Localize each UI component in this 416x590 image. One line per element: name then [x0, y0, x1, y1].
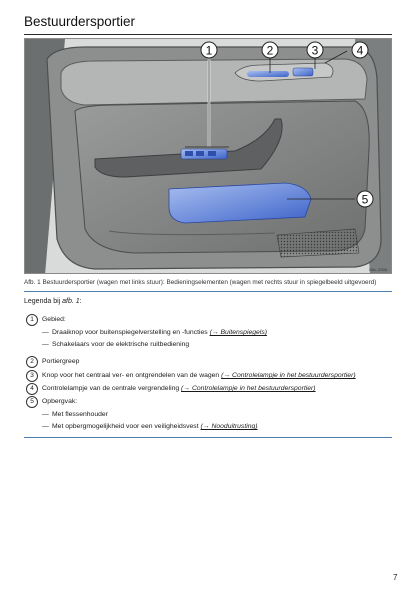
- legend-ref: afb. 1: [62, 298, 80, 305]
- item-number-badge: 5: [26, 396, 38, 408]
- legend-subitem: — Schakelaars voor de elektrische ruitbediening: [42, 341, 190, 348]
- legend-prefix: Legenda bij: [24, 298, 61, 305]
- subitem-text: Met opbergmogelijkheid voor een veiligheidsvest: [52, 423, 199, 430]
- item-text: Gebied:: [42, 316, 66, 323]
- callout-4: [352, 42, 368, 58]
- item-number-badge: 2: [26, 356, 38, 368]
- section-divider: [24, 437, 392, 438]
- cross-reference-link[interactable]: (→ Nooduitrusting): [200, 423, 258, 430]
- legend-item-1: [26, 314, 396, 328]
- svg-text:2: 2: [266, 43, 274, 58]
- figure-reference-code: BAL-2006: [369, 267, 387, 272]
- item-text: Knop voor het centraal ver- en ontgrendelen van de wagen: [42, 372, 220, 379]
- door-figure: [24, 38, 392, 274]
- item-text: Opbergvak:: [42, 398, 78, 405]
- legend-item-3: [26, 370, 396, 383]
- item-number-badge: 1: [26, 314, 38, 326]
- legend-suffix: :: [79, 298, 82, 305]
- svg-text:5: 5: [361, 192, 369, 207]
- caption-divider: [24, 291, 392, 292]
- legend-subitem: — Met opbergmogelijkheid voor een veiligheidsvest (→ Nooduitrusting): [42, 423, 258, 430]
- door-illustration: [25, 39, 392, 274]
- svg-text:4: 4: [356, 43, 364, 58]
- subitem-text: Met flessenhouder: [52, 411, 108, 418]
- legend-subitem: — Draaiknop voor buitenspiegelverstelling en -functies (→ Buitenspiegels): [42, 329, 267, 336]
- legend-item-4: [26, 383, 396, 396]
- cross-reference-link[interactable]: (→ Controlelampje in het bestuurdersportier): [181, 385, 316, 392]
- item-text: Portiergreep: [42, 358, 80, 365]
- callout-3: [307, 42, 323, 58]
- figure-caption: [24, 279, 396, 286]
- cross-reference-link[interactable]: (→ Buitenspiegels): [209, 329, 267, 336]
- page-title: Bestuurdersportier: [24, 14, 136, 29]
- legend-list: [26, 314, 396, 434]
- callout-5: [357, 191, 373, 207]
- legend-title: [24, 298, 82, 305]
- title-divider: [24, 34, 392, 35]
- legend-subitem: — Met flessenhouder: [42, 411, 108, 418]
- subitem-text: Schakelaars voor de elektrische ruitbediening: [52, 341, 190, 348]
- item-text: Controlelampje van de centrale vergrendeling: [42, 385, 180, 392]
- item-number-badge: 3: [26, 370, 38, 382]
- legend-item-5: [26, 396, 396, 410]
- callout-2: [262, 42, 278, 58]
- caption-text: Bestuurdersportier (wagen met links stuur): Bedieningselementen (wagen met rechts stuur in spiegelbeeld uitgevoerd): [42, 279, 377, 286]
- legend-item-2: [26, 356, 396, 370]
- svg-text:1: 1: [205, 43, 213, 58]
- page-number: 7: [393, 573, 398, 582]
- subitem-text: Draaiknop voor buitenspiegelverstelling en -functies: [52, 329, 208, 336]
- callout-1: [201, 42, 217, 58]
- caption-label: Afb. 1: [24, 279, 41, 286]
- item-number-badge: 4: [26, 383, 38, 395]
- svg-text:3: 3: [311, 43, 319, 58]
- cross-reference-link[interactable]: (→ Controlelampje in het bestuurdersportier): [221, 372, 356, 379]
